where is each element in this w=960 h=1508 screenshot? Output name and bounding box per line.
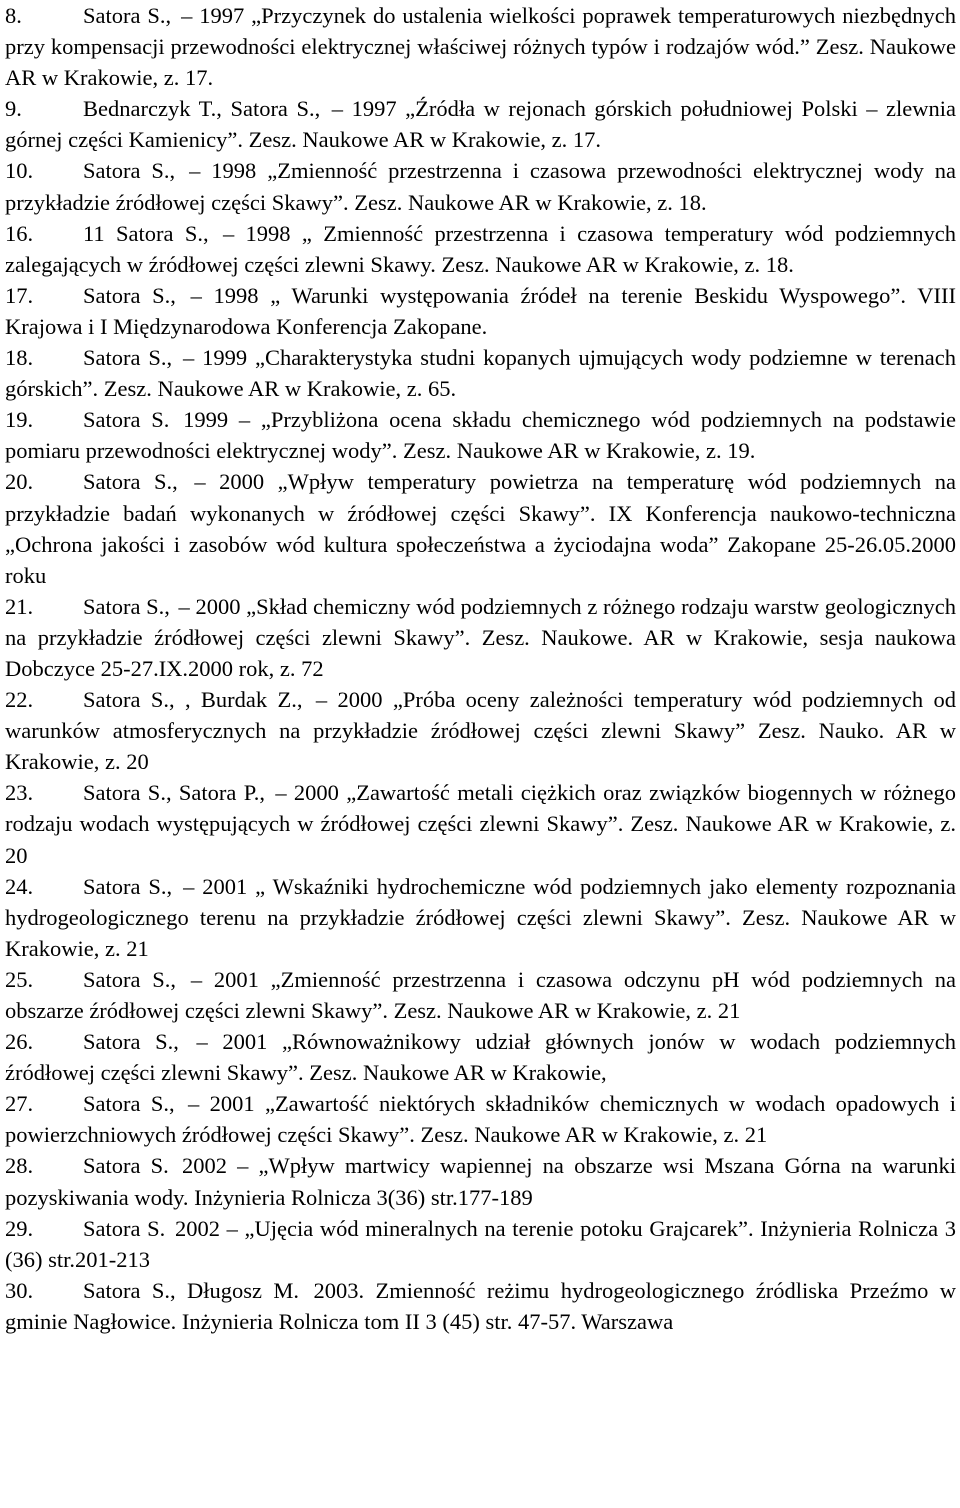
reference-number: 18.	[5, 345, 34, 371]
reference-item	[5, 1088, 956, 1150]
reference-item	[5, 466, 956, 590]
reference-author: Satora S.,	[83, 345, 173, 371]
reference-number: 20.	[5, 469, 34, 495]
reference-number: 21.	[5, 593, 34, 619]
reference-text: 1999 – „Przybliżona ocena składu chemicznego wód podziemnych na podstawie pomiaru przewodności elektrycznej wody”. Zesz. Naukowe AR w Krakowie, z. 19.	[5, 407, 957, 464]
reference-item	[5, 1213, 956, 1275]
reference-item	[5, 1150, 956, 1212]
reference-item	[5, 684, 956, 777]
reference-number: 16.	[5, 220, 34, 246]
reference-author: Satora S.,	[83, 282, 176, 308]
reference-author: Satora S.,	[83, 158, 176, 184]
reference-text: 2003. Zmienność reżimu hydrogeologicznego źródliska Przeźmo w gminie Nagłowice. Inżynieria Rolnicza tom II 3 (45) str. 47-57. Warszawa	[5, 1277, 957, 1334]
reference-item	[5, 591, 956, 684]
reference-author: Satora S.,	[83, 873, 173, 899]
reference-number: 24.	[5, 873, 34, 899]
reference-item	[5, 342, 956, 404]
reference-author: Satora S.	[83, 407, 170, 433]
reference-item	[5, 1275, 956, 1337]
reference-number: 23.	[5, 780, 34, 806]
reference-number: 22.	[5, 687, 34, 713]
reference-text: – 2000 „Wpływ temperatury powietrza na temperaturę wód podziemnych na przykładzie badań wykonanych w źródłowej części Skawy”. IX Konferencja naukowo-techniczna „Ochrona jakości i zasobów wód kultura społeczeństwa a życiodajna woda” Zakopane 25-26.05.2000 roku	[5, 469, 956, 588]
reference-author: Satora S.	[83, 1215, 166, 1241]
reference-author: 11 Satora S.,	[83, 220, 209, 246]
reference-author: Satora S., , Burdak Z.,	[83, 687, 303, 713]
reference-number: 17.	[5, 282, 34, 308]
reference-text: – 2001 „Zmienność przestrzenna i czasowa odczynu pH wód podziemnych na obszarze źródłowej części zlewni Skawy”. Zesz. Naukowe AR w Krakowie, z. 21	[5, 966, 957, 1023]
reference-number: 30.	[5, 1277, 34, 1303]
reference-text: – 2000 „Próba oceny zależności temperatury wód podziemnych od warunków atmosferycznych na przykładzie źródłowej części zlewni Skawy” Zesz. Nauko. AR w Krakowie, z. 20	[5, 687, 956, 775]
reference-number: 8.	[5, 3, 22, 28]
reference-number: 10.	[5, 158, 34, 184]
reference-author: Satora S.,	[83, 1029, 179, 1055]
reference-number: 29.	[5, 1215, 34, 1241]
reference-text: – 1998 „Zmienność przestrzenna i czasowa przewodności elektrycznej wody na przykładzie źródłowej części Skawy”. Zesz. Naukowe AR w Krakowie, z. 18.	[5, 158, 957, 215]
reference-author: Satora S.,	[83, 966, 177, 992]
reference-author: Bednarczyk T., Satora S.,	[83, 96, 321, 122]
reference-item	[5, 155, 956, 217]
reference-text: – 2000 „Skład chemiczny wód podziemnych z różnego rodzaju warstw geologicznych na przykładzie źródłowej części zlewni Skawy”. Zesz. Naukowe. AR w Krakowie, sesja naukowa Dobczyce 25-27.IX.2000 rok, z. 72	[5, 593, 957, 681]
reference-item	[5, 0, 956, 93]
reference-number: 25.	[5, 966, 34, 992]
reference-text: – 2001 „Równoważnikowy udział głównych jonów w wodach podziemnych źródłowej części zlewni Skawy”. Zesz. Naukowe AR w Krakowie,	[5, 1029, 956, 1086]
reference-item	[5, 218, 956, 280]
reference-author: Satora S.,	[83, 3, 172, 28]
reference-text: – 2001 „Zawartość niektórych składników chemicznych w wodach opadowych i powierzchniowych źródłowej części Skawy”. Zesz. Naukowe AR w Krakowie, z. 21	[5, 1091, 957, 1148]
reference-item	[5, 280, 956, 342]
reference-author: Satora S.,	[83, 1091, 175, 1117]
reference-text: – 2001 „ Wskaźniki hydrochemiczne wód podziemnych jako elementy rozpoznania hydrogeologicznego terenu na przykładzie źródłowej części zlewni Skawy”. Zesz. Naukowe AR w Krakowie, z. 21	[5, 873, 956, 961]
reference-author: Satora S.,	[83, 593, 170, 619]
reference-number: 9.	[5, 96, 22, 122]
reference-item	[5, 964, 956, 1026]
reference-number: 28.	[5, 1153, 34, 1179]
reference-text: – 1999 „Charakterystyka studni kopanych ujmujących wody podziemne w terenach górskich”. Zesz. Naukowe AR w Krakowie, z. 65.	[5, 345, 957, 402]
reference-text: 2002 – „Wpływ martwicy wapiennej na obszarze wsi Mszana Górna na warunki pozyskiwania wody. Inżynieria Rolnicza 3(36) str.177-189	[5, 1153, 956, 1210]
reference-item	[5, 404, 956, 466]
reference-item	[5, 1026, 956, 1088]
reference-number: 27.	[5, 1091, 34, 1117]
reference-list	[5, 0, 956, 1337]
reference-author: Satora S.	[83, 1153, 169, 1179]
reference-text: – 1998 „ Warunki występowania źródeł na terenie Beskidu Wyspowego”. VIII Krajowa i I Międzynarodowa Konferencja Zakopane.	[5, 282, 956, 339]
reference-text: – 1998 „ Zmienność przestrzenna i czasowa temperatury wód podziemnych zalegających w źródłowej części zlewni Skawy. Zesz. Naukowe AR w Krakowie, z. 18.	[5, 220, 956, 277]
reference-item	[5, 93, 956, 155]
reference-text: – 1997 „Źródła w rejonach górskich południowej Polski – zlewnia górnej części Kamienicy”. Zesz. Naukowe AR w Krakowie, z. 17.	[5, 96, 957, 153]
reference-author: Satora S., Satora P.,	[83, 780, 265, 806]
reference-text: – 1997 „Przyczynek do ustalenia wielkości poprawek temperaturowych niezbędnych przy kompensacji przewodności elektrycznej właściwej różnych typów i rodzajów wód.” Zesz. Naukowe AR w Krakowie, z. 17.	[5, 3, 956, 91]
reference-number: 19.	[5, 407, 34, 433]
reference-author: Satora S., Długosz M.	[83, 1277, 300, 1303]
reference-item	[5, 777, 956, 870]
reference-text: – 2000 „Zawartość metali ciężkich oraz związków biogennych w różnego rodzaju wodach występujących w źródłowej części zlewni Skawy”. Zesz. Naukowe AR w Krakowie, z. 20	[5, 780, 956, 868]
reference-text: 2002 – „Ujęcia wód mineralnych na terenie potoku Grajcarek”. Inżynieria Rolnicza 3 (36) str.201-213	[5, 1215, 957, 1272]
reference-item	[5, 871, 956, 964]
reference-author: Satora S.,	[83, 469, 178, 495]
reference-number: 26.	[5, 1029, 34, 1055]
